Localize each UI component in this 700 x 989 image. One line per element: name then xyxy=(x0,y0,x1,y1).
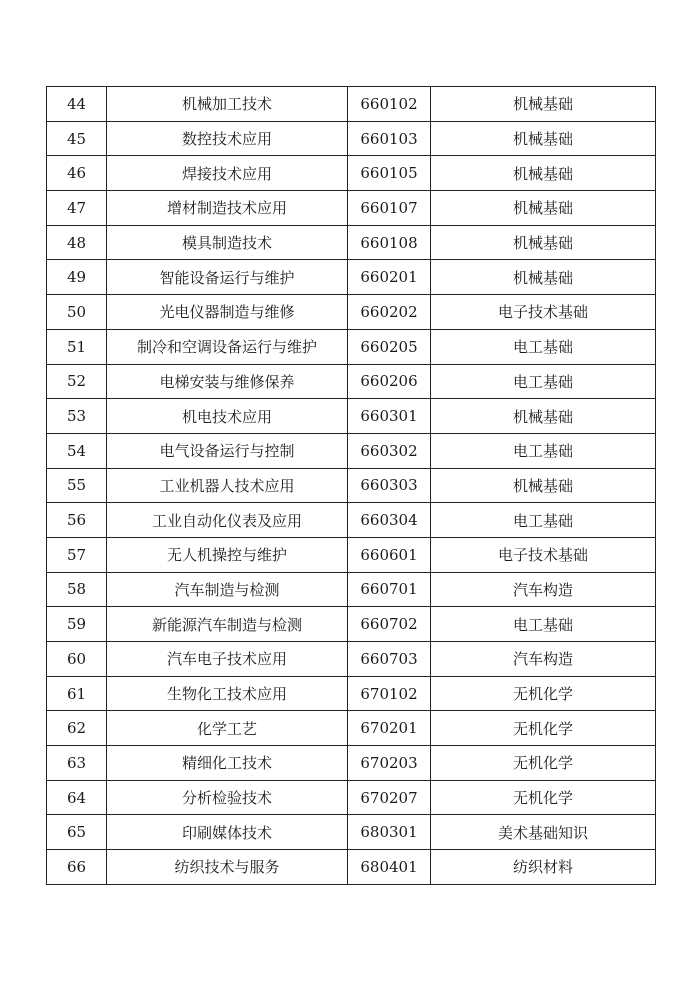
major-name-cell: 机电技术应用 xyxy=(107,399,348,434)
table-row xyxy=(47,329,656,364)
table-row xyxy=(47,156,656,191)
subject-cell: 电子技术基础 xyxy=(431,537,656,572)
row-number-cell: 65 xyxy=(47,815,107,850)
row-number-cell: 55 xyxy=(47,468,107,503)
major-code-cell: 660108 xyxy=(348,225,431,260)
major-name-cell: 汽车制造与检测 xyxy=(107,572,348,607)
table-row xyxy=(47,537,656,572)
table-row xyxy=(47,399,656,434)
major-name-cell: 精细化工技术 xyxy=(107,746,348,781)
row-number-cell: 53 xyxy=(47,399,107,434)
major-code-cell: 660701 xyxy=(348,572,431,607)
subject-cell: 机械基础 xyxy=(431,399,656,434)
row-number-cell: 50 xyxy=(47,295,107,330)
major-code-cell: 660303 xyxy=(348,468,431,503)
subject-cell: 电工基础 xyxy=(431,329,656,364)
major-code-cell: 670203 xyxy=(348,746,431,781)
table-row xyxy=(47,850,656,885)
table-row xyxy=(47,433,656,468)
major-code-cell: 660601 xyxy=(348,537,431,572)
subject-cell: 纺织材料 xyxy=(431,850,656,885)
major-name-cell: 模具制造技术 xyxy=(107,225,348,260)
major-code-cell: 660205 xyxy=(348,329,431,364)
major-code-cell: 660304 xyxy=(348,503,431,538)
major-name-cell: 焊接技术应用 xyxy=(107,156,348,191)
major-name-cell: 工业自动化仪表及应用 xyxy=(107,503,348,538)
major-code-cell: 660107 xyxy=(348,191,431,226)
major-table xyxy=(46,86,656,885)
row-number-cell: 44 xyxy=(47,87,107,122)
row-number-cell: 56 xyxy=(47,503,107,538)
subject-cell: 机械基础 xyxy=(431,225,656,260)
major-code-cell: 660702 xyxy=(348,607,431,642)
subject-cell: 汽车构造 xyxy=(431,642,656,677)
subject-cell: 电工基础 xyxy=(431,503,656,538)
table-row xyxy=(47,780,656,815)
table-row xyxy=(47,642,656,677)
major-code-cell: 680301 xyxy=(348,815,431,850)
row-number-cell: 59 xyxy=(47,607,107,642)
subject-cell: 电子技术基础 xyxy=(431,295,656,330)
major-code-cell: 670201 xyxy=(348,711,431,746)
subject-cell: 无机化学 xyxy=(431,711,656,746)
major-code-cell: 660105 xyxy=(348,156,431,191)
subject-cell: 机械基础 xyxy=(431,191,656,226)
table-row xyxy=(47,191,656,226)
major-name-cell: 工业机器人技术应用 xyxy=(107,468,348,503)
subject-cell: 电工基础 xyxy=(431,433,656,468)
row-number-cell: 47 xyxy=(47,191,107,226)
major-name-cell: 数控技术应用 xyxy=(107,121,348,156)
table-row xyxy=(47,711,656,746)
major-code-cell: 660703 xyxy=(348,642,431,677)
row-number-cell: 49 xyxy=(47,260,107,295)
major-code-cell: 660302 xyxy=(348,433,431,468)
major-code-cell: 670207 xyxy=(348,780,431,815)
subject-cell: 机械基础 xyxy=(431,468,656,503)
major-name-cell: 电梯安装与维修保养 xyxy=(107,364,348,399)
major-name-cell: 印刷媒体技术 xyxy=(107,815,348,850)
major-code-cell: 660103 xyxy=(348,121,431,156)
table-body xyxy=(47,87,656,885)
major-name-cell: 机械加工技术 xyxy=(107,87,348,122)
table-row xyxy=(47,746,656,781)
major-name-cell: 制冷和空调设备运行与维护 xyxy=(107,329,348,364)
subject-cell: 机械基础 xyxy=(431,87,656,122)
row-number-cell: 66 xyxy=(47,850,107,885)
row-number-cell: 58 xyxy=(47,572,107,607)
major-name-cell: 无人机操控与维护 xyxy=(107,537,348,572)
major-code-cell: 670102 xyxy=(348,676,431,711)
table-row xyxy=(47,87,656,122)
table-row xyxy=(47,572,656,607)
major-code-cell: 660202 xyxy=(348,295,431,330)
row-number-cell: 52 xyxy=(47,364,107,399)
major-name-cell: 增材制造技术应用 xyxy=(107,191,348,226)
subject-cell: 机械基础 xyxy=(431,156,656,191)
row-number-cell: 54 xyxy=(47,433,107,468)
major-name-cell: 光电仪器制造与维修 xyxy=(107,295,348,330)
major-name-cell: 生物化工技术应用 xyxy=(107,676,348,711)
row-number-cell: 61 xyxy=(47,676,107,711)
table-row xyxy=(47,503,656,538)
row-number-cell: 51 xyxy=(47,329,107,364)
major-name-cell: 化学工艺 xyxy=(107,711,348,746)
table-row xyxy=(47,676,656,711)
table-row xyxy=(47,815,656,850)
major-name-cell: 分析检验技术 xyxy=(107,780,348,815)
subject-cell: 无机化学 xyxy=(431,676,656,711)
major-name-cell: 新能源汽车制造与检测 xyxy=(107,607,348,642)
row-number-cell: 63 xyxy=(47,746,107,781)
row-number-cell: 57 xyxy=(47,537,107,572)
subject-cell: 电工基础 xyxy=(431,364,656,399)
major-name-cell: 汽车电子技术应用 xyxy=(107,642,348,677)
row-number-cell: 64 xyxy=(47,780,107,815)
table-row xyxy=(47,607,656,642)
subject-cell: 无机化学 xyxy=(431,780,656,815)
row-number-cell: 45 xyxy=(47,121,107,156)
row-number-cell: 48 xyxy=(47,225,107,260)
subject-cell: 机械基础 xyxy=(431,260,656,295)
table-row xyxy=(47,260,656,295)
subject-cell: 机械基础 xyxy=(431,121,656,156)
major-code-cell: 660301 xyxy=(348,399,431,434)
major-name-cell: 智能设备运行与维护 xyxy=(107,260,348,295)
major-code-cell: 660206 xyxy=(348,364,431,399)
major-name-cell: 电气设备运行与控制 xyxy=(107,433,348,468)
major-name-cell: 纺织技术与服务 xyxy=(107,850,348,885)
subject-cell: 汽车构造 xyxy=(431,572,656,607)
major-code-cell: 660201 xyxy=(348,260,431,295)
row-number-cell: 62 xyxy=(47,711,107,746)
major-code-cell: 660102 xyxy=(348,87,431,122)
table-row xyxy=(47,364,656,399)
table-row xyxy=(47,295,656,330)
table-row xyxy=(47,225,656,260)
major-code-cell: 680401 xyxy=(348,850,431,885)
subject-cell: 美术基础知识 xyxy=(431,815,656,850)
table-row xyxy=(47,121,656,156)
row-number-cell: 46 xyxy=(47,156,107,191)
table-row xyxy=(47,468,656,503)
subject-cell: 无机化学 xyxy=(431,746,656,781)
subject-cell: 电工基础 xyxy=(431,607,656,642)
row-number-cell: 60 xyxy=(47,642,107,677)
